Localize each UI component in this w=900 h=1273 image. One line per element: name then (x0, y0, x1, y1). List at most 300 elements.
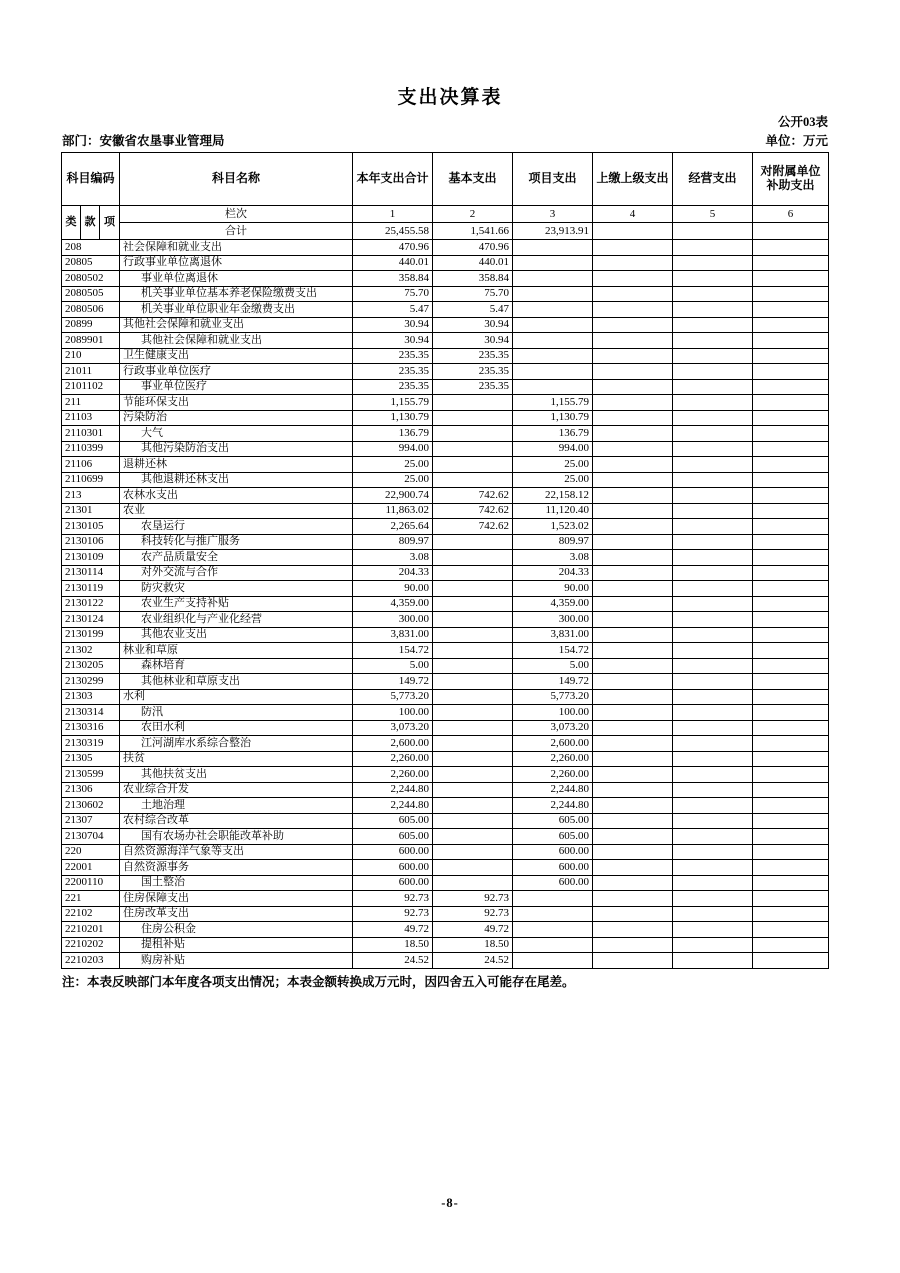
subject-code-cell: 2130122 (62, 596, 120, 612)
value-cell-operating (673, 860, 753, 876)
table-row (62, 937, 829, 953)
subject-name-cell: 科技转化与推广服务 (120, 534, 353, 550)
subject-code-cell: 21011 (62, 364, 120, 380)
value-cell-subsidy (753, 658, 829, 674)
value-cell-project: 3.08 (513, 550, 593, 566)
subject-code-cell: 2130205 (62, 658, 120, 674)
column-index-6: 6 (753, 206, 829, 223)
subject-name-cell: 其他污染防治支出 (120, 441, 353, 457)
value-cell-basic (433, 534, 513, 550)
table-row (62, 751, 829, 767)
value-cell-subsidy (753, 472, 829, 488)
value-cell-basic (433, 643, 513, 659)
value-cell-subsidy (753, 395, 829, 411)
subject-code-cell: 208 (62, 240, 120, 256)
column-index-4: 4 (593, 206, 673, 223)
subject-code-cell: 2130319 (62, 736, 120, 752)
value-cell-upward (593, 286, 673, 302)
value-cell-upward (593, 488, 673, 504)
table-row (62, 255, 829, 271)
value-cell-total: 136.79 (353, 426, 433, 442)
value-cell-project: 600.00 (513, 844, 593, 860)
subject-name-cell: 行政事业单位离退休 (120, 255, 353, 271)
value-cell-project: 2,600.00 (513, 736, 593, 752)
value-cell-total: 100.00 (353, 705, 433, 721)
value-cell-subsidy (753, 550, 829, 566)
subject-code-cell: 2130316 (62, 720, 120, 736)
value-cell-operating (673, 317, 753, 333)
grand-total-value-1: 25,455.58 (353, 223, 433, 240)
table-row (62, 302, 829, 318)
subject-name-cell: 农业生产支持补贴 (120, 596, 353, 612)
value-cell-total: 994.00 (353, 441, 433, 457)
subject-code-cell: 221 (62, 891, 120, 907)
value-cell-operating (673, 937, 753, 953)
value-cell-subsidy (753, 317, 829, 333)
subject-name-cell: 江河湖库水系综合整治 (120, 736, 353, 752)
value-cell-basic: 24.52 (433, 953, 513, 969)
value-cell-basic: 742.62 (433, 488, 513, 504)
table-row (62, 860, 829, 876)
column-index-label: 栏次 (120, 206, 353, 223)
table-row (62, 674, 829, 690)
value-cell-upward (593, 798, 673, 814)
value-cell-operating (673, 658, 753, 674)
value-cell-total: 2,600.00 (353, 736, 433, 752)
value-cell-operating (673, 255, 753, 271)
value-cell-project: 100.00 (513, 705, 593, 721)
value-cell-project: 1,155.79 (513, 395, 593, 411)
value-cell-upward (593, 364, 673, 380)
value-cell-upward (593, 472, 673, 488)
value-cell-operating (673, 581, 753, 597)
grand-total-value-5 (673, 223, 753, 240)
column-index-row (62, 206, 829, 223)
value-cell-total: 25.00 (353, 457, 433, 473)
subject-code-cell: 2110301 (62, 426, 120, 442)
subject-name-cell: 卫生健康支出 (120, 348, 353, 364)
value-cell-subsidy (753, 689, 829, 705)
value-cell-subsidy (753, 720, 829, 736)
value-cell-upward (593, 736, 673, 752)
value-cell-total: 3,073.20 (353, 720, 433, 736)
value-cell-project: 809.97 (513, 534, 593, 550)
value-cell-operating (673, 922, 753, 938)
value-cell-subsidy (753, 302, 829, 318)
value-cell-operating (673, 813, 753, 829)
header-subject-code: 科目编码 (62, 153, 120, 206)
subject-name-cell: 自然资源事务 (120, 860, 353, 876)
value-cell-basic: 470.96 (433, 240, 513, 256)
value-cell-upward (593, 674, 673, 690)
table-row (62, 767, 829, 783)
subject-code-cell: 2130299 (62, 674, 120, 690)
value-cell-upward (593, 426, 673, 442)
value-cell-project (513, 317, 593, 333)
value-cell-subsidy (753, 286, 829, 302)
value-cell-subsidy (753, 348, 829, 364)
value-cell-total: 22,900.74 (353, 488, 433, 504)
table-row (62, 286, 829, 302)
value-cell-upward (593, 813, 673, 829)
table-row (62, 782, 829, 798)
value-cell-basic (433, 813, 513, 829)
value-cell-basic (433, 457, 513, 473)
value-cell-total: 3,831.00 (353, 627, 433, 643)
value-cell-total: 235.35 (353, 364, 433, 380)
subject-name-cell: 其他退耕还林支出 (120, 472, 353, 488)
value-cell-operating (673, 798, 753, 814)
value-cell-project: 25.00 (513, 472, 593, 488)
grand-total-value-4 (593, 223, 673, 240)
value-cell-operating (673, 782, 753, 798)
value-cell-project (513, 348, 593, 364)
value-cell-total: 1,130.79 (353, 410, 433, 426)
value-cell-total: 154.72 (353, 643, 433, 659)
column-index-2: 2 (433, 206, 513, 223)
value-cell-operating (673, 689, 753, 705)
value-cell-basic: 235.35 (433, 364, 513, 380)
subject-name-cell: 事业单位离退休 (120, 271, 353, 287)
value-cell-total: 605.00 (353, 829, 433, 845)
value-cell-subsidy (753, 581, 829, 597)
value-cell-upward (593, 751, 673, 767)
subject-code-cell: 2210203 (62, 953, 120, 969)
subject-name-cell: 土地治理 (120, 798, 353, 814)
value-cell-basic: 742.62 (433, 519, 513, 535)
value-cell-subsidy (753, 953, 829, 969)
value-cell-operating (673, 736, 753, 752)
subject-code-cell: 2130314 (62, 705, 120, 721)
value-cell-operating (673, 906, 753, 922)
subject-code-cell: 2130599 (62, 767, 120, 783)
value-cell-operating (673, 379, 753, 395)
value-cell-subsidy (753, 891, 829, 907)
subheader-class: 类 (62, 206, 81, 240)
value-cell-total: 2,260.00 (353, 767, 433, 783)
value-cell-operating (673, 596, 753, 612)
subject-code-cell: 2210201 (62, 922, 120, 938)
table-row (62, 364, 829, 380)
table-row (62, 891, 829, 907)
value-cell-upward (593, 550, 673, 566)
value-cell-subsidy (753, 643, 829, 659)
value-cell-basic: 30.94 (433, 317, 513, 333)
value-cell-operating (673, 891, 753, 907)
subject-name-cell: 购房补贴 (120, 953, 353, 969)
value-cell-upward (593, 689, 673, 705)
table-row (62, 410, 829, 426)
value-cell-upward (593, 906, 673, 922)
table-row (62, 317, 829, 333)
grand-total-value-3: 23,913.91 (513, 223, 593, 240)
value-cell-total: 3.08 (353, 550, 433, 566)
value-cell-operating (673, 534, 753, 550)
value-cell-upward (593, 240, 673, 256)
value-cell-operating (673, 875, 753, 891)
subject-name-cell: 水利 (120, 689, 353, 705)
table-row (62, 534, 829, 550)
value-cell-subsidy (753, 751, 829, 767)
value-cell-basic: 742.62 (433, 503, 513, 519)
subject-code-cell: 2080502 (62, 271, 120, 287)
value-cell-total: 440.01 (353, 255, 433, 271)
value-cell-operating (673, 627, 753, 643)
value-cell-total: 30.94 (353, 333, 433, 349)
value-cell-subsidy (753, 519, 829, 535)
value-cell-operating (673, 271, 753, 287)
grand-total-row (62, 223, 829, 240)
value-cell-operating (673, 333, 753, 349)
subject-name-cell: 防汛 (120, 705, 353, 721)
value-cell-project: 5.00 (513, 658, 593, 674)
grand-total-label: 合计 (120, 223, 353, 240)
value-cell-basic (433, 829, 513, 845)
value-cell-operating (673, 829, 753, 845)
value-cell-total: 4,359.00 (353, 596, 433, 612)
subject-name-cell: 社会保障和就业支出 (120, 240, 353, 256)
subject-name-cell: 住房改革支出 (120, 906, 353, 922)
value-cell-operating (673, 286, 753, 302)
value-cell-upward (593, 767, 673, 783)
value-cell-project (513, 922, 593, 938)
value-cell-subsidy (753, 627, 829, 643)
subject-name-cell: 森林培育 (120, 658, 353, 674)
value-cell-basic: 235.35 (433, 348, 513, 364)
table-row (62, 875, 829, 891)
value-cell-subsidy (753, 596, 829, 612)
subject-name-cell: 住房保障支出 (120, 891, 353, 907)
value-cell-project (513, 286, 593, 302)
value-cell-operating (673, 612, 753, 628)
table-row (62, 333, 829, 349)
subject-code-cell: 21307 (62, 813, 120, 829)
table-body (62, 240, 829, 969)
table-header-row (62, 153, 829, 206)
value-cell-total: 30.94 (353, 317, 433, 333)
value-cell-total: 2,244.80 (353, 798, 433, 814)
value-cell-upward (593, 519, 673, 535)
subject-code-cell: 2130704 (62, 829, 120, 845)
table-row (62, 798, 829, 814)
value-cell-project: 300.00 (513, 612, 593, 628)
subject-code-cell: 21302 (62, 643, 120, 659)
value-cell-basic (433, 565, 513, 581)
value-cell-basic: 75.70 (433, 286, 513, 302)
grand-total-value-6 (753, 223, 829, 240)
value-cell-total: 18.50 (353, 937, 433, 953)
value-cell-total: 24.52 (353, 953, 433, 969)
value-cell-basic: 49.72 (433, 922, 513, 938)
subject-name-cell: 农林水支出 (120, 488, 353, 504)
subject-code-cell: 20805 (62, 255, 120, 271)
value-cell-upward (593, 255, 673, 271)
value-cell-basic (433, 720, 513, 736)
subject-name-cell: 防灾救灾 (120, 581, 353, 597)
subject-name-cell: 农田水利 (120, 720, 353, 736)
value-cell-basic (433, 767, 513, 783)
value-cell-upward (593, 643, 673, 659)
value-cell-operating (673, 953, 753, 969)
value-cell-basic (433, 705, 513, 721)
header-subject-name: 科目名称 (120, 153, 353, 206)
value-cell-upward (593, 441, 673, 457)
subject-code-cell: 2130109 (62, 550, 120, 566)
value-cell-project: 90.00 (513, 581, 593, 597)
value-cell-subsidy (753, 503, 829, 519)
table-row (62, 457, 829, 473)
subject-code-cell: 2130602 (62, 798, 120, 814)
value-cell-project: 4,359.00 (513, 596, 593, 612)
table-row (62, 503, 829, 519)
table-row (62, 348, 829, 364)
value-cell-upward (593, 658, 673, 674)
value-cell-subsidy (753, 255, 829, 271)
subject-code-cell: 2110399 (62, 441, 120, 457)
subheader-item: 项 (100, 206, 120, 240)
subject-name-cell: 其他社会保障和就业支出 (120, 317, 353, 333)
value-cell-subsidy (753, 875, 829, 891)
value-cell-basic (433, 410, 513, 426)
value-cell-operating (673, 395, 753, 411)
table-row (62, 689, 829, 705)
subject-code-cell: 21305 (62, 751, 120, 767)
table-row (62, 565, 829, 581)
subject-code-cell: 21301 (62, 503, 120, 519)
value-cell-subsidy (753, 441, 829, 457)
value-cell-subsidy (753, 364, 829, 380)
value-cell-project (513, 891, 593, 907)
value-cell-upward (593, 937, 673, 953)
subject-code-cell: 2101102 (62, 379, 120, 395)
subject-code-cell: 2130199 (62, 627, 120, 643)
value-cell-project: 5,773.20 (513, 689, 593, 705)
value-cell-project: 154.72 (513, 643, 593, 659)
value-cell-upward (593, 395, 673, 411)
value-cell-subsidy (753, 379, 829, 395)
value-cell-upward (593, 953, 673, 969)
value-cell-basic (433, 782, 513, 798)
subject-name-cell: 国土整治 (120, 875, 353, 891)
table-row (62, 488, 829, 504)
value-cell-operating (673, 410, 753, 426)
value-cell-operating (673, 519, 753, 535)
subject-name-cell: 农业 (120, 503, 353, 519)
value-cell-upward (593, 379, 673, 395)
subject-code-cell: 2130105 (62, 519, 120, 535)
value-cell-project (513, 379, 593, 395)
subject-name-cell: 农垦运行 (120, 519, 353, 535)
value-cell-project: 600.00 (513, 875, 593, 891)
value-cell-project: 605.00 (513, 813, 593, 829)
value-cell-upward (593, 348, 673, 364)
value-cell-total: 600.00 (353, 844, 433, 860)
value-cell-subsidy (753, 844, 829, 860)
value-cell-basic (433, 860, 513, 876)
subject-code-cell: 2110699 (62, 472, 120, 488)
table-row (62, 581, 829, 597)
value-cell-subsidy (753, 410, 829, 426)
value-cell-project (513, 906, 593, 922)
subject-name-cell: 对外交流与合作 (120, 565, 353, 581)
value-cell-upward (593, 922, 673, 938)
value-cell-basic (433, 441, 513, 457)
value-cell-upward (593, 627, 673, 643)
value-cell-operating (673, 720, 753, 736)
value-cell-project: 22,158.12 (513, 488, 593, 504)
value-cell-subsidy (753, 860, 829, 876)
value-cell-subsidy (753, 457, 829, 473)
value-cell-operating (673, 674, 753, 690)
value-cell-upward (593, 596, 673, 612)
value-cell-subsidy (753, 906, 829, 922)
table-row (62, 844, 829, 860)
value-cell-basic (433, 674, 513, 690)
table-row (62, 720, 829, 736)
value-cell-operating (673, 302, 753, 318)
value-cell-operating (673, 751, 753, 767)
subject-name-cell: 林业和草原 (120, 643, 353, 659)
table-code-label: 公开03表 (777, 115, 828, 129)
header-subsidy-affiliated: 对附属单位补助支出 (753, 153, 829, 206)
subject-name-cell: 农村综合改革 (120, 813, 353, 829)
value-cell-project: 204.33 (513, 565, 593, 581)
value-cell-project: 11,120.40 (513, 503, 593, 519)
table-row (62, 705, 829, 721)
subject-code-cell: 213 (62, 488, 120, 504)
value-cell-operating (673, 565, 753, 581)
header-project-expenditure: 项目支出 (513, 153, 593, 206)
value-cell-upward (593, 271, 673, 287)
value-cell-basic (433, 426, 513, 442)
value-cell-basic (433, 875, 513, 891)
subject-name-cell: 机关事业单位基本养老保险缴费支出 (120, 286, 353, 302)
value-cell-basic: 30.94 (433, 333, 513, 349)
value-cell-basic: 92.73 (433, 906, 513, 922)
value-cell-upward (593, 333, 673, 349)
table-row (62, 953, 829, 969)
value-cell-upward (593, 612, 673, 628)
value-cell-project: 1,523.02 (513, 519, 593, 535)
value-cell-project: 2,260.00 (513, 767, 593, 783)
value-cell-subsidy (753, 612, 829, 628)
value-cell-project: 2,244.80 (513, 782, 593, 798)
subject-code-cell: 2080505 (62, 286, 120, 302)
table-row (62, 550, 829, 566)
value-cell-total: 470.96 (353, 240, 433, 256)
subject-code-cell: 20899 (62, 317, 120, 333)
value-cell-project: 600.00 (513, 860, 593, 876)
table-row (62, 395, 829, 411)
subject-name-cell: 行政事业单位医疗 (120, 364, 353, 380)
table-row (62, 441, 829, 457)
subject-code-cell: 2130106 (62, 534, 120, 550)
value-cell-upward (593, 720, 673, 736)
value-cell-upward (593, 317, 673, 333)
value-cell-basic (433, 689, 513, 705)
subject-code-cell: 21306 (62, 782, 120, 798)
value-cell-operating (673, 488, 753, 504)
value-cell-operating (673, 441, 753, 457)
value-cell-basic (433, 581, 513, 597)
value-cell-basic (433, 596, 513, 612)
value-cell-basic (433, 395, 513, 411)
value-cell-subsidy (753, 426, 829, 442)
table-row (62, 271, 829, 287)
value-cell-operating (673, 503, 753, 519)
value-cell-upward (593, 891, 673, 907)
value-cell-subsidy (753, 674, 829, 690)
